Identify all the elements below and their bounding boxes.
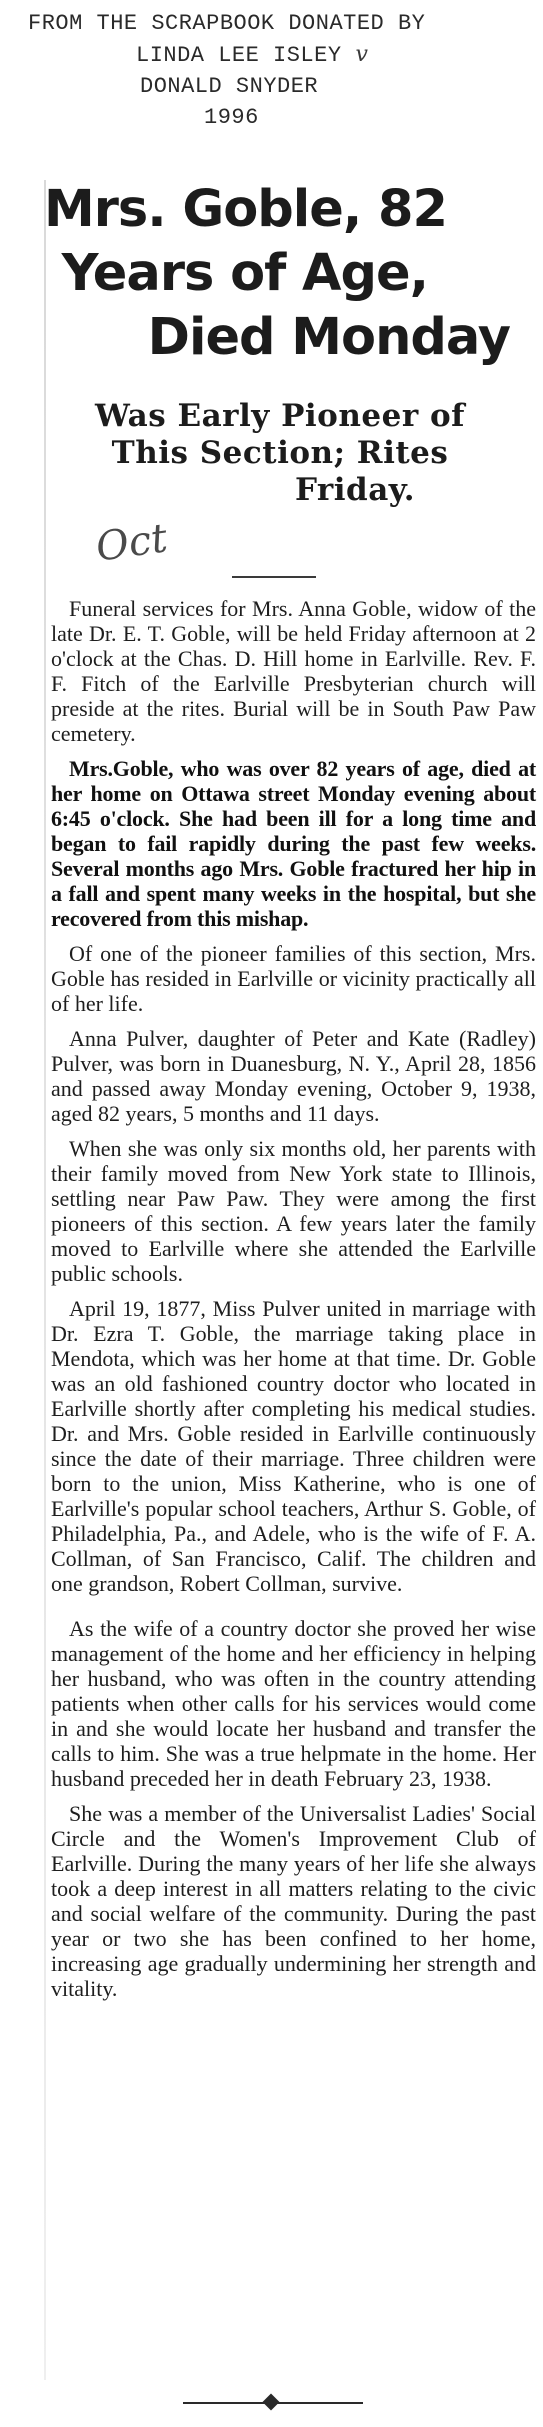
subheadline bbox=[46, 398, 514, 509]
paragraph-clubs: She was a member of the Universalist Ladies' Social Circle and the Women's Improvement Club of Earlville. During the many years of her life she always took a deep interest in all matters relating to the civic and social welfare of the community. During the past year or two she has been confined to her home, increasing age gradually undermining her strength and vitality. bbox=[51, 1801, 536, 2001]
paragraph-death: Mrs.Goble, who was over 82 years of age, died at her home on Ottawa street Monday evening about 6:45 o'clock. She had been ill for a long time and began to fail rapidly during the past few weeks. Several months ago Mrs. Goble fractured her hip in a fall and spent many weeks in the hospital, but she recovered from this mishap. bbox=[51, 756, 536, 931]
subhead-line-1: Was Early Pioneer of bbox=[95, 398, 465, 434]
headline-line-2: Years of Age, bbox=[61, 244, 428, 303]
donation-year: 1996 bbox=[204, 105, 259, 130]
headline bbox=[40, 178, 510, 370]
donor-line-1 bbox=[0, 39, 543, 71]
donor-name-2: DONALD SNYDER bbox=[140, 74, 319, 99]
handwritten-annotation: Oct bbox=[93, 515, 171, 571]
section-rule bbox=[232, 576, 316, 578]
clipping-edge-shadow bbox=[44, 180, 46, 2380]
headline-line-1: Mrs. Goble, 82 bbox=[44, 180, 447, 239]
paragraph-marriage: April 19, 1877, Miss Pulver united in marriage with Dr. Ezra T. Goble, the marriage taking place in Mendota, which was her home at that time. Dr. Goble was an old fashioned country doctor who located in Earlville shortly after completing his medical studies. Dr. and Mrs. Goble resided in Earlville continuously since the date of their marriage. Three children were born to the union, Miss Katherine, who is one of Earlville's popular school teachers, Arthur S. Goble, of Philadelphia, Pa., and Adele, who is the wife of F. A. Collman, of San Francisco, Calif. The children and one grandson, Robert Collman, survive. bbox=[51, 1296, 536, 1596]
donor-name-1: LINDA LEE ISLEY bbox=[136, 43, 342, 68]
subhead-line-2: This Section; Rites bbox=[111, 435, 449, 471]
headline-line-3: Died Monday bbox=[147, 308, 510, 367]
paragraph-helpmate: As the wife of a country doctor she proved her wise management of the home and her efficiency in helping her husband, who was often in the country attending patients when other calls for his services would come in and she would locate her husband and transfer the calls to him. She was a true helpmate in the home. Her husband preceded her in death February 23, 1938. bbox=[51, 1616, 536, 1791]
paragraph-funeral: Funeral services for Mrs. Anna Goble, widow of the late Dr. E. T. Goble, will be held Friday afternoon at 2 o'clock at the Chas. D. Hill home in Earlville. Rev. F. F. Fitch of the Earlville Presbyterian church will preside at the rites. Burial will be in South Paw Paw cemetery. bbox=[51, 596, 536, 746]
diamond-icon bbox=[263, 2394, 280, 2411]
paragraph-birth: Anna Pulver, daughter of Peter and Kate (Radley) Pulver, was born in Duanesburg, N. Y., April 28, 1856 and passed away Monday evening, October 9, 1938, aged 82 years, 5 months and 11 days. bbox=[51, 1026, 536, 1126]
end-ornament bbox=[183, 2394, 363, 2412]
check-mark: v bbox=[355, 42, 369, 67]
article-body bbox=[51, 596, 536, 2011]
subhead-line-3: Friday. bbox=[294, 472, 416, 508]
scrapbook-donation-note bbox=[0, 8, 543, 133]
paragraph-childhood: When she was only six months old, her parents with their family moved from New York state to Illinois, settling near Paw Paw. They were among the first pioneers of this section. A few years later the family moved to Earlville where she attended the Earlville public schools. bbox=[51, 1136, 536, 1286]
paragraph-pioneer: Of one of the pioneer families of this section, Mrs. Goble has resided in Earlville or vicinity practically all of her life. bbox=[51, 941, 536, 1016]
scrapbook-line: FROM THE SCRAPBOOK DONATED BY bbox=[28, 11, 426, 36]
